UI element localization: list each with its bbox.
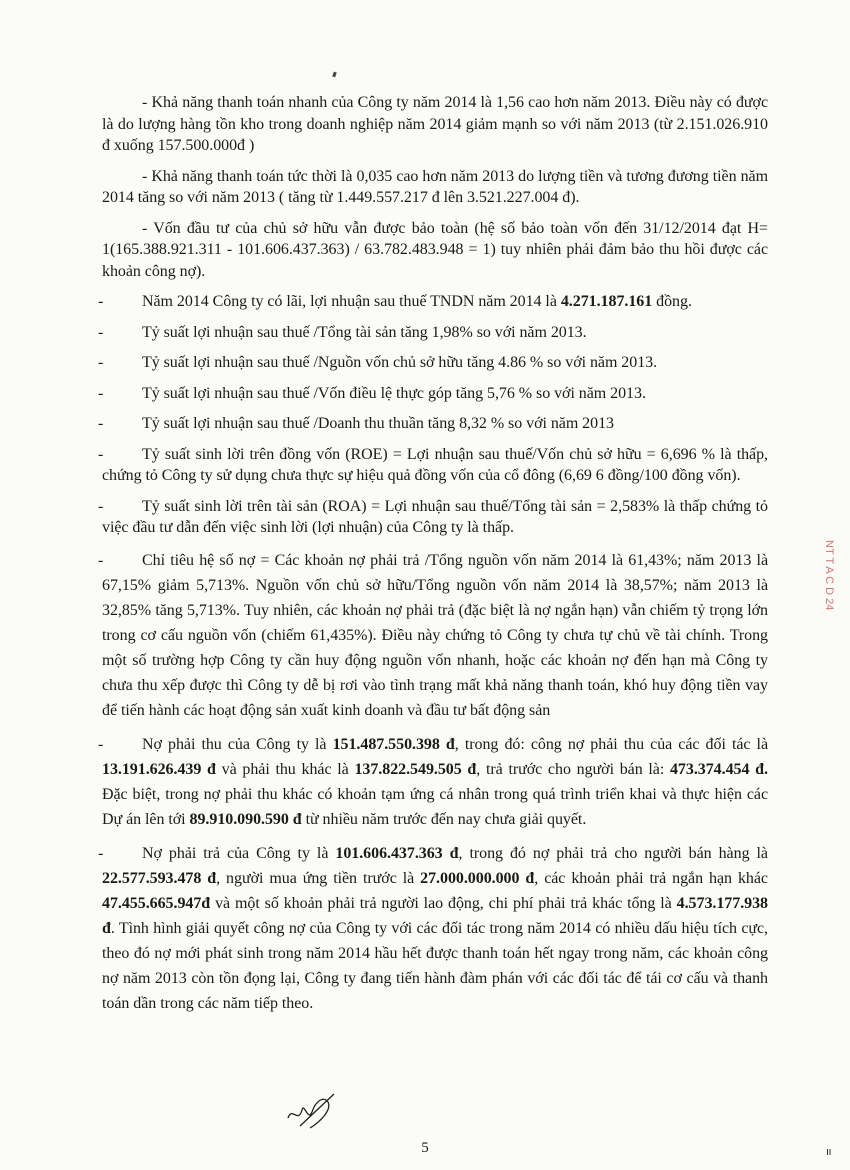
- bullet-dash: -: [98, 384, 104, 402]
- text-run: , trả trước cho người bán là:: [476, 760, 670, 778]
- text-run: Đặc biệt, trong nợ phải thu khác có khoản tạm ứng cá nhân trong quá trình triển khai và thực hiện các Dự án lên tới: [102, 785, 768, 828]
- bullet-dash: -: [98, 551, 104, 569]
- buyer-advances: 27.000.000.000 đ: [420, 869, 535, 887]
- payables-labor-other: 4.573.177.938 đ: [102, 894, 768, 937]
- bullet-dash: -: [98, 844, 104, 862]
- text-run: , người mua ứng tiền trước là: [216, 869, 421, 887]
- text-run: , trong đó nợ phải trả cho người bán hàng là: [458, 844, 768, 862]
- bullet-dash: -: [98, 735, 104, 753]
- bullet-text: Chỉ tiêu hệ số nợ = Các khoản nợ phải trả /Tổng nguồn vốn năm 2014 là 61,43%; năm 2013 là 67,15% giảm 5,713%. Nguồn vốn chủ sở hữu/Tổng nguồn vốn năm 2014 là 38,57%; năm 2013 là 32,85% tăng 5,713%. Tuy nhiên, các khoản nợ phải trả (đặc biệt là nợ ngắn hạn) vẫn chiếm tỷ trọng lớn trong cơ cấu nguồn vốn (chiếm 61,435%). Điều này chứng tỏ Công ty chưa tự chủ về tài chính. Trong một số trường hợp Công ty cần huy động nguồn vốn nhanh, hoặc các khoản nợ đến hạn mà Công ty chưa thu xếp được thì Công ty dễ bị rơi vào tình trạng mất khả năng thanh toán, khó huy động tiền vay để tiến hành các hoạt động sản xuất kinh doanh và đầu tư bất động sản: [102, 551, 768, 719]
- bullet-roe: [98, 444, 768, 487]
- bullet-debt-ratio: [98, 548, 768, 723]
- bullet-payables: [98, 841, 768, 1016]
- page-number: 5: [421, 1140, 429, 1156]
- text-run: từ nhiều năm trước đến nay chưa giải quyết.: [301, 810, 587, 828]
- bullet-profit-revenue: [98, 413, 768, 435]
- text-run: và phải thu khác là: [215, 760, 355, 778]
- text-run: Nợ phải trả của Công ty là: [142, 844, 336, 862]
- bullet-profit-equity: [98, 352, 768, 374]
- bullet-dash: -: [98, 293, 104, 310]
- bullet-profit-unit: đồng.: [652, 293, 692, 310]
- bullet-dash: -: [98, 497, 104, 515]
- receivables-total: 151.487.550.398 đ: [332, 735, 455, 753]
- advances-projects: 89.910.090.590 đ: [189, 810, 302, 828]
- text-run: Nợ phải thu của Công ty là: [142, 735, 333, 753]
- text-run: , trong đó: công nợ phải thu của các đối tác là: [454, 735, 768, 753]
- bullet-text: Tỷ suất lợi nhuận sau thuế /Vốn điều lệ thực góp tăng 5,76 % so với năm 2013.: [142, 384, 646, 402]
- red-stamp-mark: NT T A C D 24: [823, 540, 835, 611]
- prepaid-sellers: 473.374.454 đ.: [669, 760, 768, 778]
- payables-total: 101.606.437.363 đ: [335, 844, 459, 862]
- bullet-profit-text: Năm 2014 Công ty có lãi, lợi nhuận sau thuế TNDN năm 2014 là: [142, 293, 561, 310]
- bullet-dash: -: [98, 415, 104, 432]
- receivables-other: 137.822.549.505 đ: [354, 760, 477, 778]
- bullet-profit-assets: [98, 322, 768, 344]
- document-body: [98, 92, 768, 1025]
- bullet-profit-charter-capital: [98, 383, 768, 405]
- bullet-text: Tỷ suất sinh lời trên đồng vốn (ROE) = Lợi nhuận sau thuế/Vốn chủ sở hữu = 6,696 % là thấp, chứng tỏ Công ty sử dụng chưa thực sự hiệu quả đồng vốn của cổ đông (6,69 6 đồng/100 đồng vốn).: [102, 445, 768, 484]
- signature-mark: [280, 1088, 340, 1133]
- bullet-dash: -: [98, 354, 104, 371]
- payables-sellers: 22.577.593.478 đ: [102, 869, 217, 887]
- receivables-partners: 13.191.626.439 đ: [102, 760, 216, 778]
- bullet-text: Tỷ suất sinh lời trên tài sản (ROA) = Lợi nhuận sau thuế/Tổng tài sản = 2,583% là thấp chứng tỏ việc đầu tư dẫn đến việc sinh lời (lợi nhuận) của Công ty là thấp.: [102, 497, 768, 536]
- paragraph-quick-ratio: - Khả năng thanh toán nhanh của Công ty năm 2014 là 1,56 cao hơn năm 2013. Điều này có được là do lượng hàng tồn kho trong doanh nghiệp năm 2014 giảm mạnh so với năm 2013 (từ 2.151.026.910 đ xuống 157.500.000đ ): [102, 94, 768, 154]
- payables-short-term-other: 47.455.665.947đ: [102, 894, 211, 912]
- bullet-profit: [98, 291, 768, 313]
- bullet-text: Tỷ suất lợi nhuận sau thuế /Doanh thu thuần tăng 8,32 % so với năm 2013: [142, 415, 614, 432]
- text-run: và một số khoản phải trả người lao động, chi phí phải trả khác tổng là: [210, 894, 677, 912]
- ink-mark: [332, 72, 337, 78]
- profit-value: 4.271.187.161: [560, 293, 653, 310]
- paragraph-cash-ratio: - Khả năng thanh toán tức thời là 0,035 cao hơn năm 2013 do lượng tiền và tương đương tiền năm 2014 tăng so với năm 2013 ( tăng từ 1.449.557.217 đ lên 3.521.227.004 đ).: [102, 167, 768, 206]
- bullet-text: Tỷ suất lợi nhuận sau thuế /Nguồn vốn chủ sở hữu tăng 4.86 % so với năm 2013.: [142, 354, 658, 371]
- bullet-dash: -: [98, 445, 104, 463]
- text-run: . Tình hình giải quyết công nợ của Công ty với các đối tác trong năm 2014 có nhiều dấu hiệu tích cực, theo đó nợ mới phát sinh trong năm 2014 hầu hết được thanh toán hết ngay trong năm, các khoản công nợ năm 2013 còn tồn đọng lại, Công ty đang tiến hành đàm phán với các đối tác để tái cơ cấu và thanh toán dần trong các năm tiếp theo.: [102, 919, 768, 1012]
- text-run: , các khoản phải trả ngắn hạn khác: [534, 869, 768, 887]
- bullet-receivables: [98, 732, 768, 832]
- corner-mark: [826, 1148, 832, 1156]
- paragraph-owner-equity: - Vốn đầu tư của chủ sở hữu vẫn được bảo toàn (hệ số bảo toàn vốn đến 31/12/2014 đạt H= 1(165.388.921.311 - 101.606.437.363) / 63.782.483.948 = 1) tuy nhiên phải đảm bảo thu hồi được các khoản công nợ).: [102, 219, 768, 280]
- bullet-text: Tỷ suất lợi nhuận sau thuế /Tổng tài sản tăng 1,98% so với năm 2013.: [142, 323, 587, 341]
- bullet-dash: -: [98, 323, 104, 341]
- bullet-roa: [98, 496, 768, 539]
